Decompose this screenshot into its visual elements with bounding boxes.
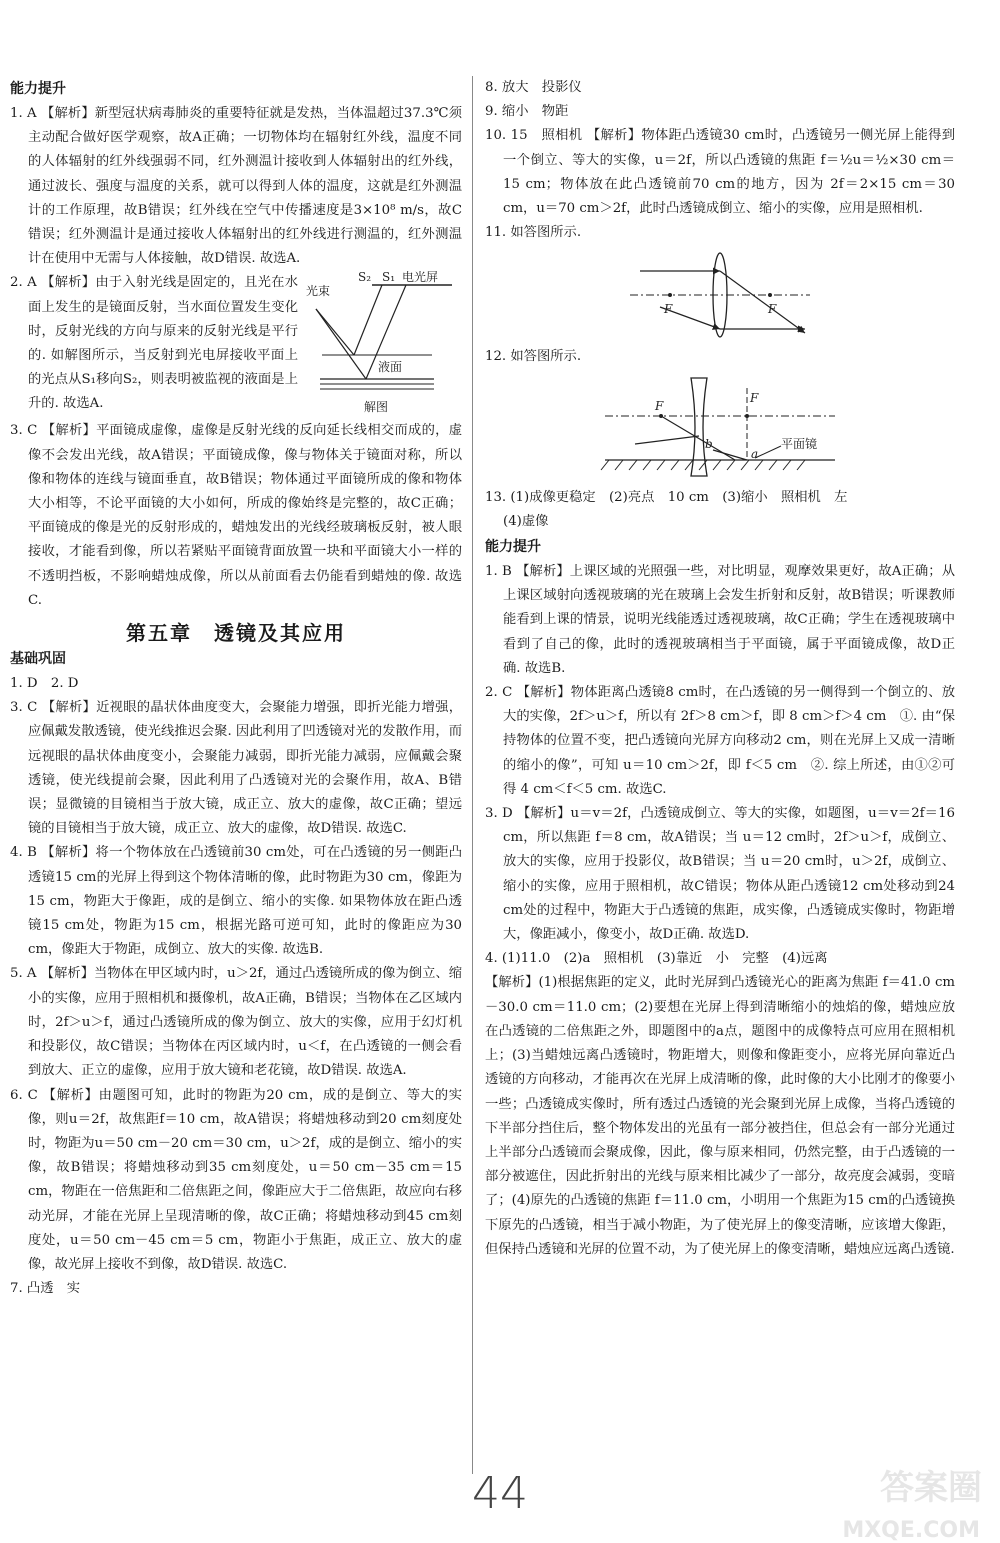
left-column <box>10 76 462 1301</box>
concave-lens-mirror-diagram <box>595 374 845 482</box>
answer-item: 2. A 【解析】由于入射光线是固定的，且光在水面上发生的是镜面反射，当水面位置发生变化时，反射光线的方向与原来的反射光线是平行的. 如解图所示，当反射到光电屏接收平面上的光点从S₁移向S₂，则表明被监视的液面是上升的. 故选A. <box>10 275 298 412</box>
liquid-label: 液面 <box>378 360 403 375</box>
answer-item: 12. 如答图所示. <box>485 349 582 365</box>
answer-item: 2. C 【解析】物体距离凸透镜8 cm时，在凸透镜的另一侧得到一个倒立的、放大的实像，2f＞u＞f，所以有 2f＞8 cm＞f，即 8 cm＞f＞4 cm ①. 由“保持物体的位置不变，把凸透镜向光屏方向移动2 cm，则在光屏上又成一清晰的缩小的像”，可知 u＝10 cm＞2f，即 f＜5 cm ②. 综上所述，由①②可得 4 cm＜f＜5 cm. 故选C. <box>485 685 955 797</box>
chapter-title: 第五章 透镜及其应用 <box>126 621 346 646</box>
answer-item: 7. 凸透 实 <box>10 1281 81 1297</box>
answer-item: 6. C 【解析】由题图可知，此时的物距为20 cm，成的是倒立、等大的实像，则u＝2f，故焦距f＝10 cm，故A错误；将蜡烛移动到20 cm刻度处时，物距为u＝50 cm－20 cm＝30 cm，u＞2f，成的是倒立、缩小的实像，故B错误；将蜡烛移动到35 cm刻度处，u＝50 cm－35 cm＝15 cm，物距在一倍焦距和二倍焦距之间，像距应大于二倍焦距，故应向右移动光屏，才能在光屏上呈现清晰的像，故C正确；将蜡烛移动到45 cm刻度处，u＝50 cm－45 cm＝5 cm，物距小于焦距，成正立、放大的虚像，故光屏上接收不到像，故D错误. 故选C. <box>10 1087 462 1272</box>
convex-lens-diagram <box>620 249 820 341</box>
answer-item: 【解析】(1)根据焦距的定义，此时光屏到凸透镜光心的距离为焦距 f＝41.0 cm－30.0 cm＝11.0 cm；(2)要想在光屏上得到清晰缩小的烛焰的像，蜡烛应放在凸透镜的二倍焦距之外，即题图中的a点，题图中的成像特点可应用在照相机上；(3)当蜡烛远离凸透镜时，物距增大，则像和像距变小，应将光屏向靠近凸透镜的方向移动，才能再次在光屏上成清晰的像，此时像的大小比刚才的像要小一些；凸透镜成实像时，所有透过凸透镜的光会聚到光屏上成像，当将凸透镜的下半部分挡住后，整个物体发出的光虽有一部分被挡住，但总会有一部分光通过上半部分凸透镜而会聚成像，因此，像与原来相同，仍然完整，由于凸透镜的一部分被遮住，因此折射出的光线与原来相比减少了一部分，故亮度会减弱，变暗了；(4)原先的凸透镜的焦距 f＝11.0 cm，小明用一个焦距为15 cm的凸透镜换下原先的凸透镜，相当于减小物距，为了使光屏上的像变清晰，应该增大像距，但保持凸透镜和光屏的位置不动，为了使光屏上的像变清晰，蜡烛应远离凸透镜. <box>485 975 955 1257</box>
answer-item: 9. 缩小 物距 <box>485 104 569 120</box>
section-heading: 能力提升 <box>485 539 541 556</box>
s2-label: S₂ <box>358 271 372 285</box>
focus-label: F <box>664 302 673 317</box>
answer-item: 3. C 【解析】平面镜成虚像，虚像是反射光线的反向延长线相交而成的，虚像不会发出光线，故A错误；平面镜成像，像与物体关于镜面对称，所以像和物体的连线与镜面垂直，故B错误；物体通过平面镜所成的像和物体大小相等，不论平面镜的大小如何，所成的像始终是完整的，故C正确；平面镜成的像是光的反射形成的，蜡烛发出的光线经玻璃板反射，被人眼接收，才能看到像，所以若紧贴平面镜背面放置一块和平面镜大小一样的不透明挡板，不影响蜡烛成像，所以从前面看去仍能看到蜡烛的像. 故选C. <box>10 423 462 608</box>
answer-item: 4. (1)11.0 (2)a 照相机 (3)靠近 小 完整 (4)远离 <box>485 951 828 967</box>
answer-item: 5. A 【解析】当物体在甲区域内时，u＞2f，通过凸透镜所成的像为倒立、缩小的实像，应用于照相机和摄像机，故A正确，B错误；当物体在乙区域内时，2f＞u＞f，通过凸透镜所成的像为倒立、放大的实像，应用于幻灯机和投影仪，故C错误；当物体在丙区域内时，u＜f，在凸透镜的一侧会看到放大、正立的虚像，应用于放大镜和老花镜，故D错误. 故选A. <box>10 966 462 1079</box>
screen-label: 电光屏 <box>402 271 439 285</box>
answer-item: 1. B 【解析】上课区域的光照强一些，对比明显，观摩效果更好，故A正确；从上课区域射向透视玻璃的光在玻璃上会发生折射和反射，故B错误；听课教师能看到上课的情景，说明光线能透过透视玻璃，故C正确；学生在透视玻璃中看到了自己的像，此时的透视玻璃相当于平面镜，属于平面镜成像，故D正确. 故选B. <box>485 564 955 676</box>
answer-item: 1. D 2. D <box>10 676 79 692</box>
focus-label: F <box>750 390 759 405</box>
answer-item: 3. C 【解析】近视眼的晶状体曲度变大，会聚能力增强，即折光能力增强，应佩戴发散透镜，使光线推迟会聚. 因此利用了凹透镜对光的发散作用，而远视眼的晶状体曲度变小，会聚能力减弱，即折光能力减弱，应佩戴会聚透镜，使光线提前会聚，因此利用了凸透镜对光的会聚作用，故A、B错误；显微镜的目镜相当于放大镜，成正立、放大的虚像，故C正确；望远镜的目镜相当于放大镜，成正立、放大的虚像，故D错误. 故选C. <box>10 700 462 837</box>
mirror-label: 平面镜 <box>781 436 818 451</box>
point-label: b <box>705 436 713 451</box>
answer-item: 4. B 【解析】将一个物体放在凸透镜前30 cm处，可在凸透镜的另一侧距凸透镜15 cm的光屏上得到这个物体清晰的像，此时物距为30 cm，像距为15 cm，物距大于像距，成的是倒立、缩小的实像. 如果物体放在距凸透镜15 cm处，物距为15 cm，根据光路可逆可知，此时的像距应为30 cm，像距大于物距，成倒立、放大的实像. 故选B. <box>10 845 462 958</box>
answer-item-with-figure <box>10 271 462 419</box>
focus-label: F <box>768 302 777 317</box>
focus-label: F <box>655 398 664 413</box>
watermark-url: MXQE.COM <box>842 1518 980 1543</box>
answer-item: 1. A 【解析】新型冠状病毒肺炎的重要特征就是发热，当体温超过37.3℃须主动配合做好医学观察，故A正确；一切物体均在辐射红外线，温度不同的人体辐射的红外线强弱不同，红外测温计接收到人体辐射出的红外线，通过波长、强度与温度的关系，就可以得到人体的温度，这就是红外测温计的工作原理，故B错误；红外线在空气中传播速度是3×10⁸ m/s，故C错误；红外测温计是通过接收人体辐射出的红外线进行测温的，红外测温计在使用中无需与人体接触，故D错误. 故选A. <box>10 106 462 267</box>
page-number: 44 <box>472 1468 528 1519</box>
beam-label: 光束 <box>306 284 331 299</box>
answer-item: 13. (1)成像更稳定 (2)亮点 10 cm (3)缩小 照相机 左 <box>485 489 848 505</box>
answer-item: 11. 如答图所示. <box>485 225 582 241</box>
answer-item: (4)虚像 <box>503 513 549 529</box>
s1-label: S₁ <box>382 271 396 285</box>
right-column <box>485 76 955 1262</box>
section-heading: 基础巩固 <box>10 651 66 668</box>
section-heading: 能力提升 <box>10 81 66 97</box>
liquid-level-diagram <box>302 271 462 419</box>
answer-item: 10. 15 照相机 【解析】物体距凸透镜30 cm时，凸透镜另一侧光屏上能得到一个倒立、等大的实像，u＝2f，所以凸透镜的焦距 f＝½u＝½×30 cm＝15 cm；物体放在此凸透镜前70 cm的地方，因为 2f＝2×15 cm＝30 cm，u＝70 cm＞2f，此时凸透镜成倒立、缩小的实像，应用是照相机. <box>485 128 955 217</box>
watermark-logo: 答案圈 <box>880 1468 982 1508</box>
column-divider <box>472 76 473 1474</box>
figure-caption: 解图 <box>364 400 389 415</box>
answer-item: 8. 放大 投影仪 <box>485 80 582 95</box>
answer-item: 3. D 【解析】u＝v＝2f，凸透镜成倒立、等大的实像，如题图，u＝v＝2f＝16 cm，所以焦距 f＝8 cm，故A错误；当 u＝12 cm时，2f＞u＞f，成倒立、放大的实像，应用于投影仪，故B错误；当 u＝20 cm时，u＞2f，成倒立、缩小的实像，应用于照相机，故C错误；物体从距凸透镜12 cm处移动到24 cm处的过程中，物距大于凸透镜的焦距，成实像，凸透镜成实像时，物距增大，像距减小，像变小，故D正确. 故选D. <box>485 806 955 943</box>
point-label: a <box>751 446 759 461</box>
